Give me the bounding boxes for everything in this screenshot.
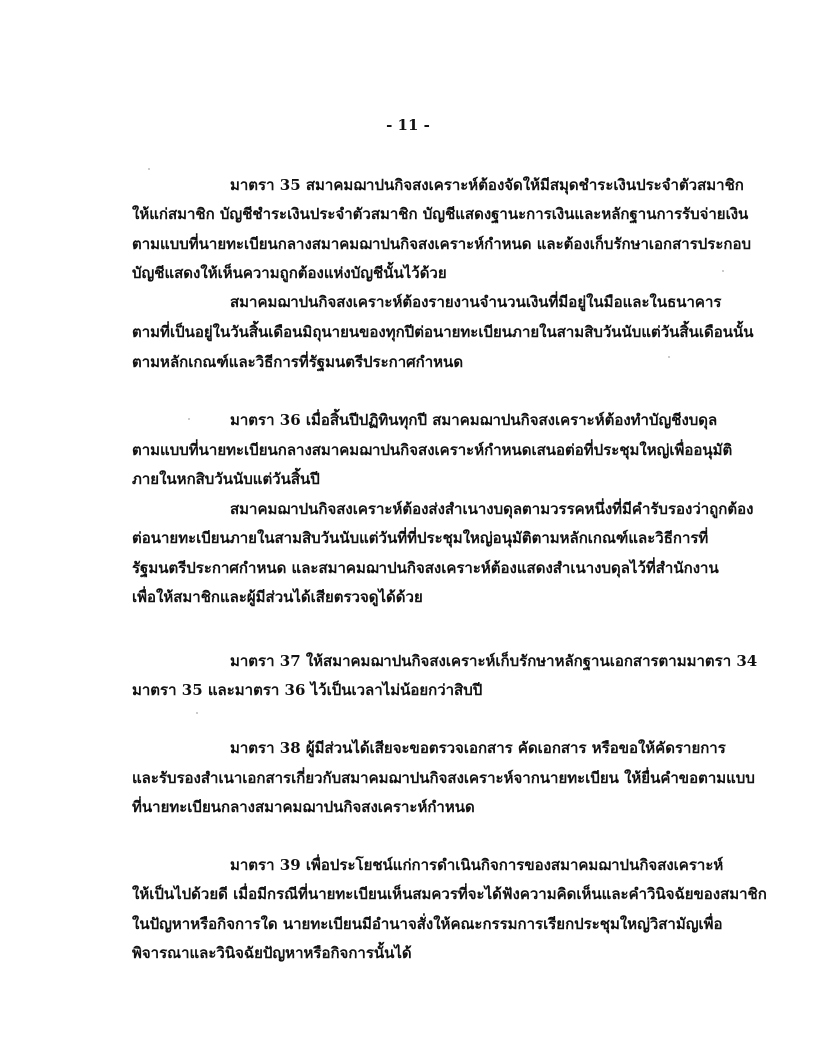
section-35-line-6: ตามที่เป็นอยู่ในวันสิ้นเดือนมิถุนายนของทุกปีต่อนายทะเบียนภายในสามสิบวันนับแต่วันสิ้นเดือนนั้น — [132, 323, 754, 341]
section-36-line-7: เพื่อให้สมาชิกและผู้มีส่วนได้เสียตรวจดูได้ด้วย — [132, 588, 423, 606]
page-number: - 11 - — [386, 116, 430, 134]
section-36-line-1: มาตรา 36 เมื่อสิ้นปีปฏิทินทุกปี สมาคมฌาปนกิจสงเคราะห์ต้องทำบัญชีงบดุล — [230, 411, 718, 429]
section-38-line-1: มาตรา 38 ผู้มีส่วนได้เสียจะขอตรวจเอกสาร คัดเอกสาร หรือขอให้คัดรายการ — [230, 739, 726, 757]
section-36-line-6: รัฐมนตรีประกาศกำหนด และสมาคมฌาปนกิจสงเคราะห์ต้องแสดงสำเนางบดุลไว้ที่สำนักงาน — [132, 559, 719, 577]
section-36-line-4: สมาคมฌาปนกิจสงเคราะห์ต้องส่งสำเนางบดุลตามวรรคหนึ่งที่มีคำรับรองว่าถูกต้อง — [230, 500, 754, 518]
section-36-line-2: ตามแบบที่นายทะเบียนกลางสมาคมฌาปนกิจสงเคราะห์กำหนดเสนอต่อที่ประชุมใหญ่เพื่ออนุมัติ — [132, 441, 733, 459]
section-39-line-2: ให้เป็นไปด้วยดี เมื่อมีกรณีที่นายทะเบียนเห็นสมควรที่จะได้ฟังความคิดเห็นและคำวินิจฉัยของสมาชิก — [132, 885, 767, 903]
scan-speck — [668, 356, 670, 358]
scan-speck — [196, 712, 198, 714]
section-35-line-3: ตามแบบที่นายทะเบียนกลางสมาคมฌาปนกิจสงเคราะห์กำหนด และต้องเก็บรักษาเอกสารประกอบ — [132, 235, 751, 253]
section-37-line-1: มาตรา 37 ให้สมาคมฌาปนกิจสงเคราะห์เก็บรักษาหลักฐานเอกสารตามมาตรา 34 — [230, 652, 758, 670]
section-35-line-5: สมาคมฌาปนกิจสงเคราะห์ต้องรายงานจำนวนเงินที่มีอยู่ในมือและในธนาคาร — [230, 293, 722, 311]
section-35-line-7: ตามหลักเกณฑ์และวิธีการที่รัฐมนตรีประกาศกำหนด — [132, 353, 464, 371]
scan-speck — [148, 168, 150, 170]
scan-speck — [722, 270, 724, 272]
section-37-line-2: มาตรา 35 และมาตรา 36 ไว้เป็นเวลาไม่น้อยกว่าสิบปี — [132, 681, 483, 699]
section-35-line-4: บัญชีแสดงให้เห็นความถูกต้องแห่งบัญชีนั้นไว้ด้วย — [132, 264, 447, 282]
section-39-line-4: พิจารณาและวินิจฉัยปัญหาหรือกิจการนั้นได้ — [132, 944, 412, 962]
section-38-line-2: และรับรองสำเนาเอกสารเกี่ยวกับสมาคมฌาปนกิจสงเคราะห์จากนายทะเบียน ให้ยื่นคำขอตามแบบ — [132, 769, 755, 787]
section-39-line-3: ในปัญหาหรือกิจการใด นายทะเบียนมีอำนาจสั่งให้คณะกรรมการเรียกประชุมใหญ่วิสามัญเพื่อ — [132, 915, 723, 933]
section-35-line-2: ให้แก่สมาชิก บัญชีชำระเงินประจำตัวสมาชิก บัญชีแสดงฐานะการเงินและหลักฐานการรับจ่ายเงิน — [132, 205, 749, 223]
section-36-line-5: ต่อนายทะเบียนภายในสามสิบวันนับแต่วันที่ที่ประชุมใหญ่อนุมัติตามหลักเกณฑ์และวิธีการที่ — [132, 529, 709, 547]
section-39-line-1: มาตรา 39 เพื่อประโยชน์แก่การดำเนินกิจการของสมาคมฌาปนกิจสงเคราะห์ — [230, 856, 724, 874]
section-38-line-3: ที่นายทะเบียนกลางสมาคมฌาปนกิจสงเคราะห์กำหนด — [132, 798, 475, 816]
section-35-line-1: มาตรา 35 สมาคมฌาปนกิจสงเคราะห์ต้องจัดให้มีสมุดชำระเงินประจำตัวสมาชิก — [230, 176, 744, 194]
scan-speck — [188, 418, 190, 420]
section-36-line-3: ภายในหกสิบวันนับแต่วันสิ้นปี — [132, 470, 320, 488]
